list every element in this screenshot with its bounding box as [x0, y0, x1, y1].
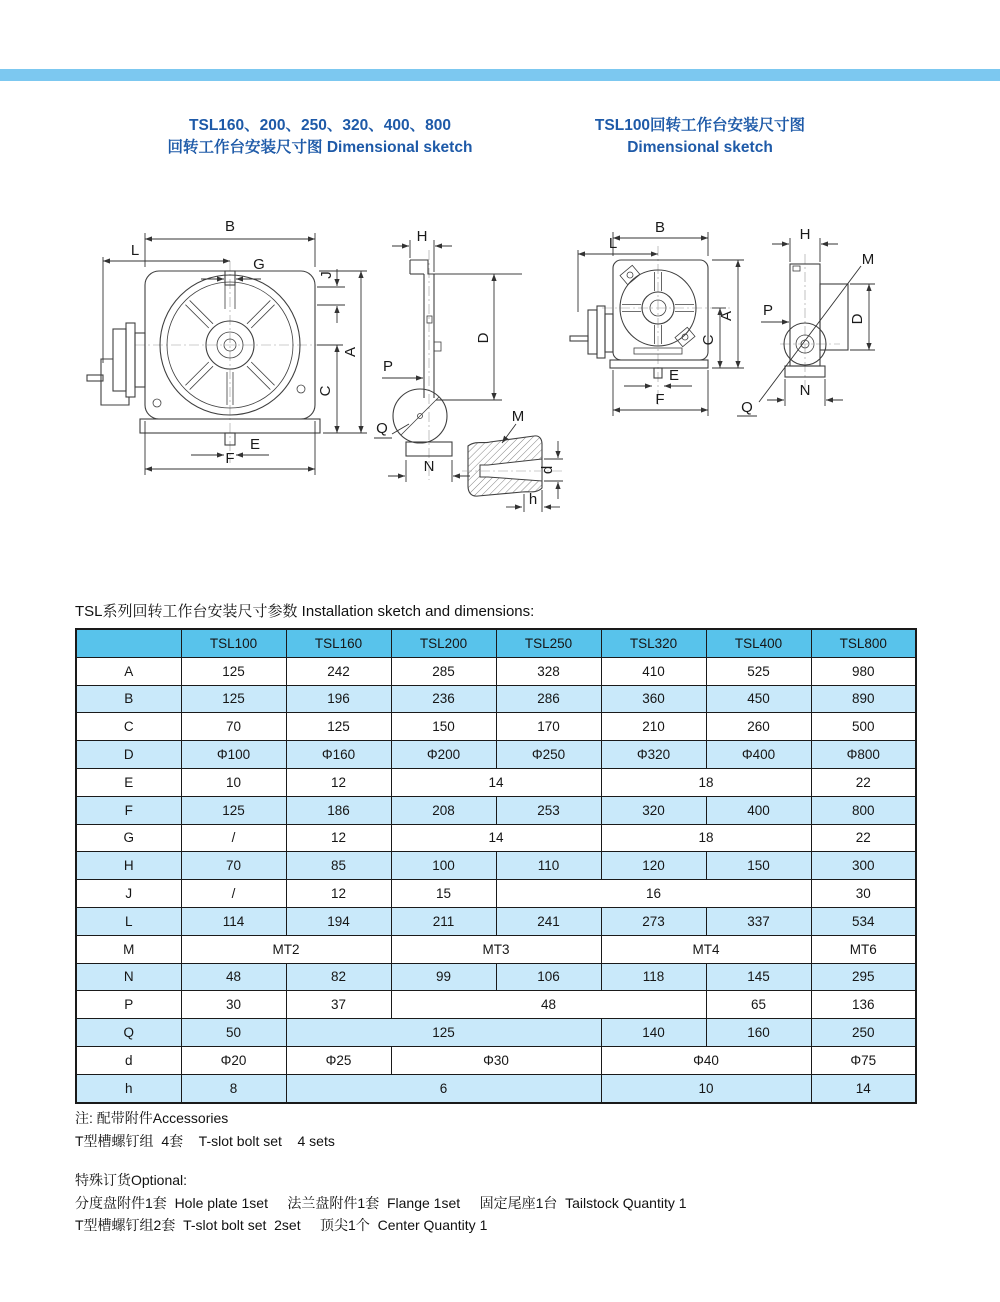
column-header-TSL100: TSL100: [181, 629, 286, 657]
cell-A: 525: [706, 657, 811, 685]
cell-N: 145: [706, 963, 811, 991]
dim-label-D: D: [849, 313, 866, 325]
row-label-h: h: [76, 1074, 181, 1102]
cell-H: 300: [811, 852, 916, 880]
cell-E: 10: [181, 768, 286, 796]
dim-label-G: G: [253, 256, 265, 273]
cell-J: /: [181, 880, 286, 908]
dim-label-A: A: [342, 346, 359, 358]
dim-label-F: F: [655, 391, 665, 408]
cell-A: 242: [286, 657, 391, 685]
cell-N: 106: [496, 963, 601, 991]
cell-E: 22: [811, 768, 916, 796]
column-header-TSL200: TSL200: [391, 629, 496, 657]
dim-label-h: h: [528, 491, 538, 508]
cell-G: /: [181, 824, 286, 852]
row-label-C: C: [76, 713, 181, 741]
cell-B: 360: [601, 685, 706, 713]
cell-C: 150: [391, 713, 496, 741]
cell-M: MT3: [391, 935, 601, 963]
note-optional-line2: T型槽螺钉组2套 T-slot bolt set 2set 顶尖1个 Center Quantity 1: [75, 1217, 488, 1233]
cell-C: 70: [181, 713, 286, 741]
table-row-B: [76, 685, 916, 713]
cell-A: 328: [496, 657, 601, 685]
cell-L: 273: [601, 907, 706, 935]
cell-B: 450: [706, 685, 811, 713]
cell-d: Φ20: [181, 1046, 286, 1074]
sketch-front-view-tsl100: [568, 220, 758, 427]
cell-L: 241: [496, 907, 601, 935]
cell-P: 48: [391, 991, 706, 1019]
table-row-L: [76, 907, 916, 935]
cell-L: 337: [706, 907, 811, 935]
cell-D: Φ800: [811, 741, 916, 769]
cell-F: 800: [811, 796, 916, 824]
cell-H: 120: [601, 852, 706, 880]
dimensions-table: [75, 628, 917, 1104]
cell-B: 196: [286, 685, 391, 713]
cell-H: 110: [496, 852, 601, 880]
table-row-N: [76, 963, 916, 991]
cell-N: 118: [601, 963, 706, 991]
row-label-P: P: [76, 991, 181, 1019]
cell-h: 14: [811, 1074, 916, 1102]
table-row-F: [76, 796, 916, 824]
column-header-TSL320: TSL320: [601, 629, 706, 657]
cell-D: Φ250: [496, 741, 601, 769]
cell-C: 170: [496, 713, 601, 741]
table-row-E: [76, 768, 916, 796]
cell-E: 18: [601, 768, 811, 796]
dim-label-M: M: [511, 408, 525, 425]
column-header-TSL250: TSL250: [496, 629, 601, 657]
table-row-Q: [76, 1019, 916, 1047]
cell-Q: 250: [811, 1019, 916, 1047]
dim-label-L: L: [608, 235, 618, 252]
cell-L: 211: [391, 907, 496, 935]
row-label-A: A: [76, 657, 181, 685]
cell-h: 8: [181, 1074, 286, 1102]
dim-label-H: H: [799, 226, 811, 243]
row-label-B: B: [76, 685, 181, 713]
row-label-N: N: [76, 963, 181, 991]
cell-J: 16: [496, 880, 811, 908]
dim-label-D: D: [475, 332, 492, 344]
cell-M: MT6: [811, 935, 916, 963]
cell-F: 186: [286, 796, 391, 824]
cell-G: 18: [601, 824, 811, 852]
heading-tsl100: [545, 115, 855, 159]
cell-P: 65: [706, 991, 811, 1019]
cell-N: 99: [391, 963, 496, 991]
cell-D: Φ320: [601, 741, 706, 769]
dim-label-C: C: [700, 334, 717, 346]
cell-Q: 125: [286, 1019, 601, 1047]
column-header-TSL160: TSL160: [286, 629, 391, 657]
cell-J: 12: [286, 880, 391, 908]
heading-line1: TSL100回转工作台安装尺寸图: [594, 117, 806, 134]
table-row-J: [76, 880, 916, 908]
dim-label-A: A: [718, 310, 735, 322]
cell-G: 14: [391, 824, 601, 852]
cell-G: 22: [811, 824, 916, 852]
dim-label-H: H: [416, 230, 428, 245]
table-row-h: [76, 1074, 916, 1102]
cell-h: 10: [601, 1074, 811, 1102]
cell-C: 500: [811, 713, 916, 741]
dim-label-d: d: [539, 465, 556, 475]
dim-label-B: B: [654, 220, 666, 236]
table-row-A: [76, 657, 916, 685]
dim-label-N: N: [423, 458, 435, 475]
cell-F: 208: [391, 796, 496, 824]
cell-A: 125: [181, 657, 286, 685]
cell-H: 70: [181, 852, 286, 880]
table-row-D: [76, 741, 916, 769]
column-header-TSL400: TSL400: [706, 629, 811, 657]
row-label-F: F: [76, 796, 181, 824]
dim-label-P: P: [762, 302, 774, 319]
dim-label-N: N: [799, 382, 811, 399]
cell-H: 150: [706, 852, 811, 880]
sketch-side-view-tsl100: [735, 226, 910, 436]
heading-tsl160-800: [150, 115, 490, 159]
cell-J: 15: [391, 880, 496, 908]
cell-D: Φ160: [286, 741, 391, 769]
cell-N: 295: [811, 963, 916, 991]
cell-A: 285: [391, 657, 496, 685]
cell-A: 410: [601, 657, 706, 685]
dim-label-E: E: [668, 367, 680, 384]
cell-A: 980: [811, 657, 916, 685]
cell-d: Φ75: [811, 1046, 916, 1074]
table-row-d: [76, 1046, 916, 1074]
note-accessories-title: 注: 配带附件Accessories: [75, 1110, 229, 1126]
dim-label-E: E: [249, 436, 261, 453]
cell-P: 30: [181, 991, 286, 1019]
cell-D: Φ400: [706, 741, 811, 769]
dim-label-F: F: [225, 450, 235, 467]
cell-F: 320: [601, 796, 706, 824]
cell-P: 37: [286, 991, 391, 1019]
dim-label-Q: Q: [741, 399, 753, 416]
cell-D: Φ200: [391, 741, 496, 769]
cell-F: 125: [181, 796, 286, 824]
row-label-G: G: [76, 824, 181, 852]
row-label-d: d: [76, 1046, 181, 1074]
row-label-L: L: [76, 907, 181, 935]
cell-D: Φ100: [181, 741, 286, 769]
cell-N: 82: [286, 963, 391, 991]
dim-label-C: C: [317, 385, 334, 397]
dim-label-L: L: [130, 242, 140, 259]
sketch-front-view-large: [85, 213, 375, 486]
top-accent-bar: [0, 69, 1000, 81]
cell-J: 30: [811, 880, 916, 908]
cell-H: 85: [286, 852, 391, 880]
note-optional-title: 特殊订货Optional:: [75, 1172, 188, 1188]
cell-h: 6: [286, 1074, 601, 1102]
sketch-side-view-large: [372, 230, 572, 520]
row-label-Q: Q: [76, 1019, 181, 1047]
cell-C: 260: [706, 713, 811, 741]
cell-H: 100: [391, 852, 496, 880]
table-row-H: [76, 852, 916, 880]
note-accessories-line: T型槽螺钉组 4套 T-slot bolt set 4 sets: [75, 1133, 335, 1149]
cell-B: 286: [496, 685, 601, 713]
heading-line2: Dimensional sketch: [627, 139, 773, 156]
column-header-TSL800: TSL800: [811, 629, 916, 657]
cell-B: 125: [181, 685, 286, 713]
cell-M: MT2: [181, 935, 391, 963]
cell-E: 12: [286, 768, 391, 796]
table-row-C: [76, 713, 916, 741]
cell-d: Φ30: [391, 1046, 601, 1074]
table-row-M: [76, 935, 916, 963]
cell-F: 253: [496, 796, 601, 824]
row-label-H: H: [76, 852, 181, 880]
note-optional-line1: 分度盘附件1套 Hole plate 1set 法兰盘附件1套 Flange 1set 固定尾座1台 Tailstock Quantity 1: [75, 1195, 687, 1211]
dim-label-P: P: [382, 358, 394, 375]
table-header-row: [76, 629, 916, 657]
cell-N: 48: [181, 963, 286, 991]
dim-label-J: J: [318, 271, 335, 279]
cell-Q: 140: [601, 1019, 706, 1047]
cell-L: 114: [181, 907, 286, 935]
row-label-M: M: [76, 935, 181, 963]
cell-P: 136: [811, 991, 916, 1019]
dim-label-Q: Q: [376, 420, 388, 437]
dim-label-M: M: [861, 251, 875, 268]
cell-F: 400: [706, 796, 811, 824]
cell-C: 210: [601, 713, 706, 741]
table-row-P: [76, 991, 916, 1019]
cell-E: 14: [391, 768, 601, 796]
cell-L: 194: [286, 907, 391, 935]
cell-C: 125: [286, 713, 391, 741]
cell-B: 890: [811, 685, 916, 713]
cell-Q: 160: [706, 1019, 811, 1047]
dim-label-B: B: [224, 218, 236, 235]
cell-B: 236: [391, 685, 496, 713]
corner-header-cell: [76, 629, 181, 657]
row-label-D: D: [76, 741, 181, 769]
cell-L: 534: [811, 907, 916, 935]
table-title: TSL系列回转工作台安装尺寸参数 Installation sketch and dimensions:: [75, 603, 535, 620]
row-label-J: J: [76, 880, 181, 908]
cell-Q: 50: [181, 1019, 286, 1047]
heading-line1: TSL160、200、250、320、400、800: [189, 117, 451, 134]
cell-G: 12: [286, 824, 391, 852]
cell-d: Φ40: [601, 1046, 811, 1074]
table-row-G: [76, 824, 916, 852]
cell-d: Φ25: [286, 1046, 391, 1074]
row-label-E: E: [76, 768, 181, 796]
heading-line2: 回转工作台安装尺寸图 Dimensional sketch: [167, 139, 473, 156]
cell-M: MT4: [601, 935, 811, 963]
